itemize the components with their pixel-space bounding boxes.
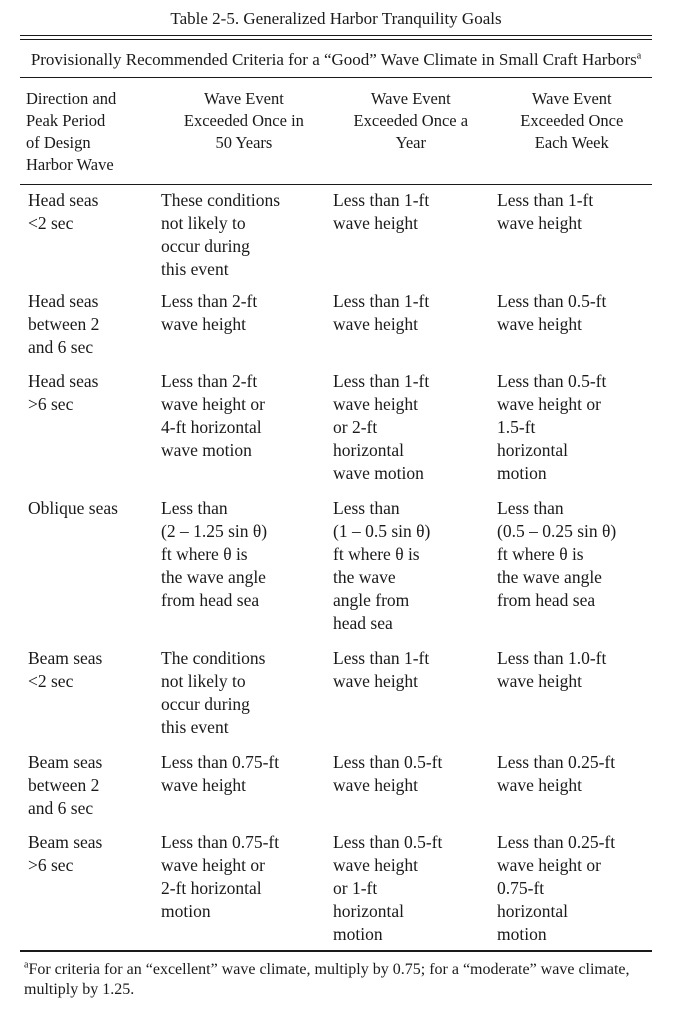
row-label: Beam seas <2 sec [28, 648, 103, 691]
cell-each-week: Less than 1.0-ft wave height [497, 648, 607, 691]
table-row [20, 751, 652, 831]
column-header-each-week: Wave Event Exceeded Once Each Week [520, 89, 624, 152]
table-row [20, 831, 652, 947]
table-body [20, 185, 652, 947]
subtitle-text: Provisionally Recommended Criteria for a “Good” Wave Climate in Small Craft Harbors [30, 50, 637, 69]
column-header-once-a-year: Wave Event Exceeded Once a Year [353, 89, 469, 152]
row-label: Head seas >6 sec [28, 371, 99, 414]
table-subtitle [20, 40, 652, 77]
row-label: Head seas between 2 and 6 sec [28, 291, 100, 357]
cell-once-a-year: Less than (1 – 0.5 sin θ) ft where θ is the wave angle from head sea [333, 498, 431, 633]
cell-each-week: Less than (0.5 – 0.25 sin θ) ft where θ is the wave angle from head sea [497, 498, 617, 610]
cell-each-week: Less than 0.25-ft wave height or 0.75-ft horizontal motion [497, 832, 616, 944]
cell-each-week: Less than 0.5-ft wave height [497, 291, 607, 334]
subtitle-footnote-marker: a [636, 50, 642, 62]
footnote-text: For criteria for an “excellent” wave climate, multiply by 0.75; for a “moderate” wave climate, multiply by 1.25. [24, 961, 630, 998]
cell-each-week: Less than 1-ft wave height [497, 190, 594, 233]
cell-50-years: Less than 2-ft wave height [161, 291, 258, 334]
cell-once-a-year: Less than 0.5-ft wave height [333, 752, 443, 795]
row-label: Head seas <2 sec [28, 190, 99, 233]
cell-once-a-year: Less than 0.5-ft wave height or 1-ft horizontal motion [333, 832, 443, 944]
table-row [20, 647, 652, 751]
cell-once-a-year: Less than 1-ft wave height or 2-ft horizontal wave motion [333, 371, 430, 483]
row-label: Beam seas between 2 and 6 sec [28, 752, 103, 818]
cell-50-years: The conditions not likely to occur during this event [161, 648, 266, 737]
cell-each-week: Less than 0.25-ft wave height [497, 752, 616, 795]
table-title: Table 2-5. Generalized Harbor Tranquility Goals [170, 9, 502, 28]
row-label: Beam seas >6 sec [28, 832, 103, 875]
column-header-row [20, 78, 652, 184]
cell-50-years: Less than (2 – 1.25 sin θ) ft where θ is the wave angle from head sea [161, 498, 268, 610]
column-header-50-years: Wave Event Exceeded Once in 50 Years [183, 89, 304, 152]
cell-50-years: Less than 2-ft wave height or 4-ft horizontal wave motion [161, 371, 265, 460]
table-row [20, 185, 652, 290]
table-row [20, 370, 652, 497]
cell-each-week: Less than 0.5-ft wave height or 1.5-ft horizontal motion [497, 371, 607, 483]
footnote-marker: a [24, 959, 29, 971]
cell-50-years: Less than 0.75-ft wave height or 2-ft horizontal motion [161, 832, 280, 921]
table-row [20, 290, 652, 370]
table-row [20, 497, 652, 647]
table-footnote [20, 952, 652, 1000]
cell-once-a-year: Less than 1-ft wave height [333, 648, 430, 691]
cell-once-a-year: Less than 1-ft wave height [333, 190, 430, 233]
column-header-direction: Direction and Peak Period of Design Harbor Wave [26, 89, 117, 174]
cell-once-a-year: Less than 1-ft wave height [333, 291, 430, 334]
cell-50-years: These conditions not likely to occur during this event [161, 190, 281, 279]
cell-50-years: Less than 0.75-ft wave height [161, 752, 280, 795]
table-page [20, 0, 652, 1000]
row-label: Oblique seas [28, 498, 118, 518]
